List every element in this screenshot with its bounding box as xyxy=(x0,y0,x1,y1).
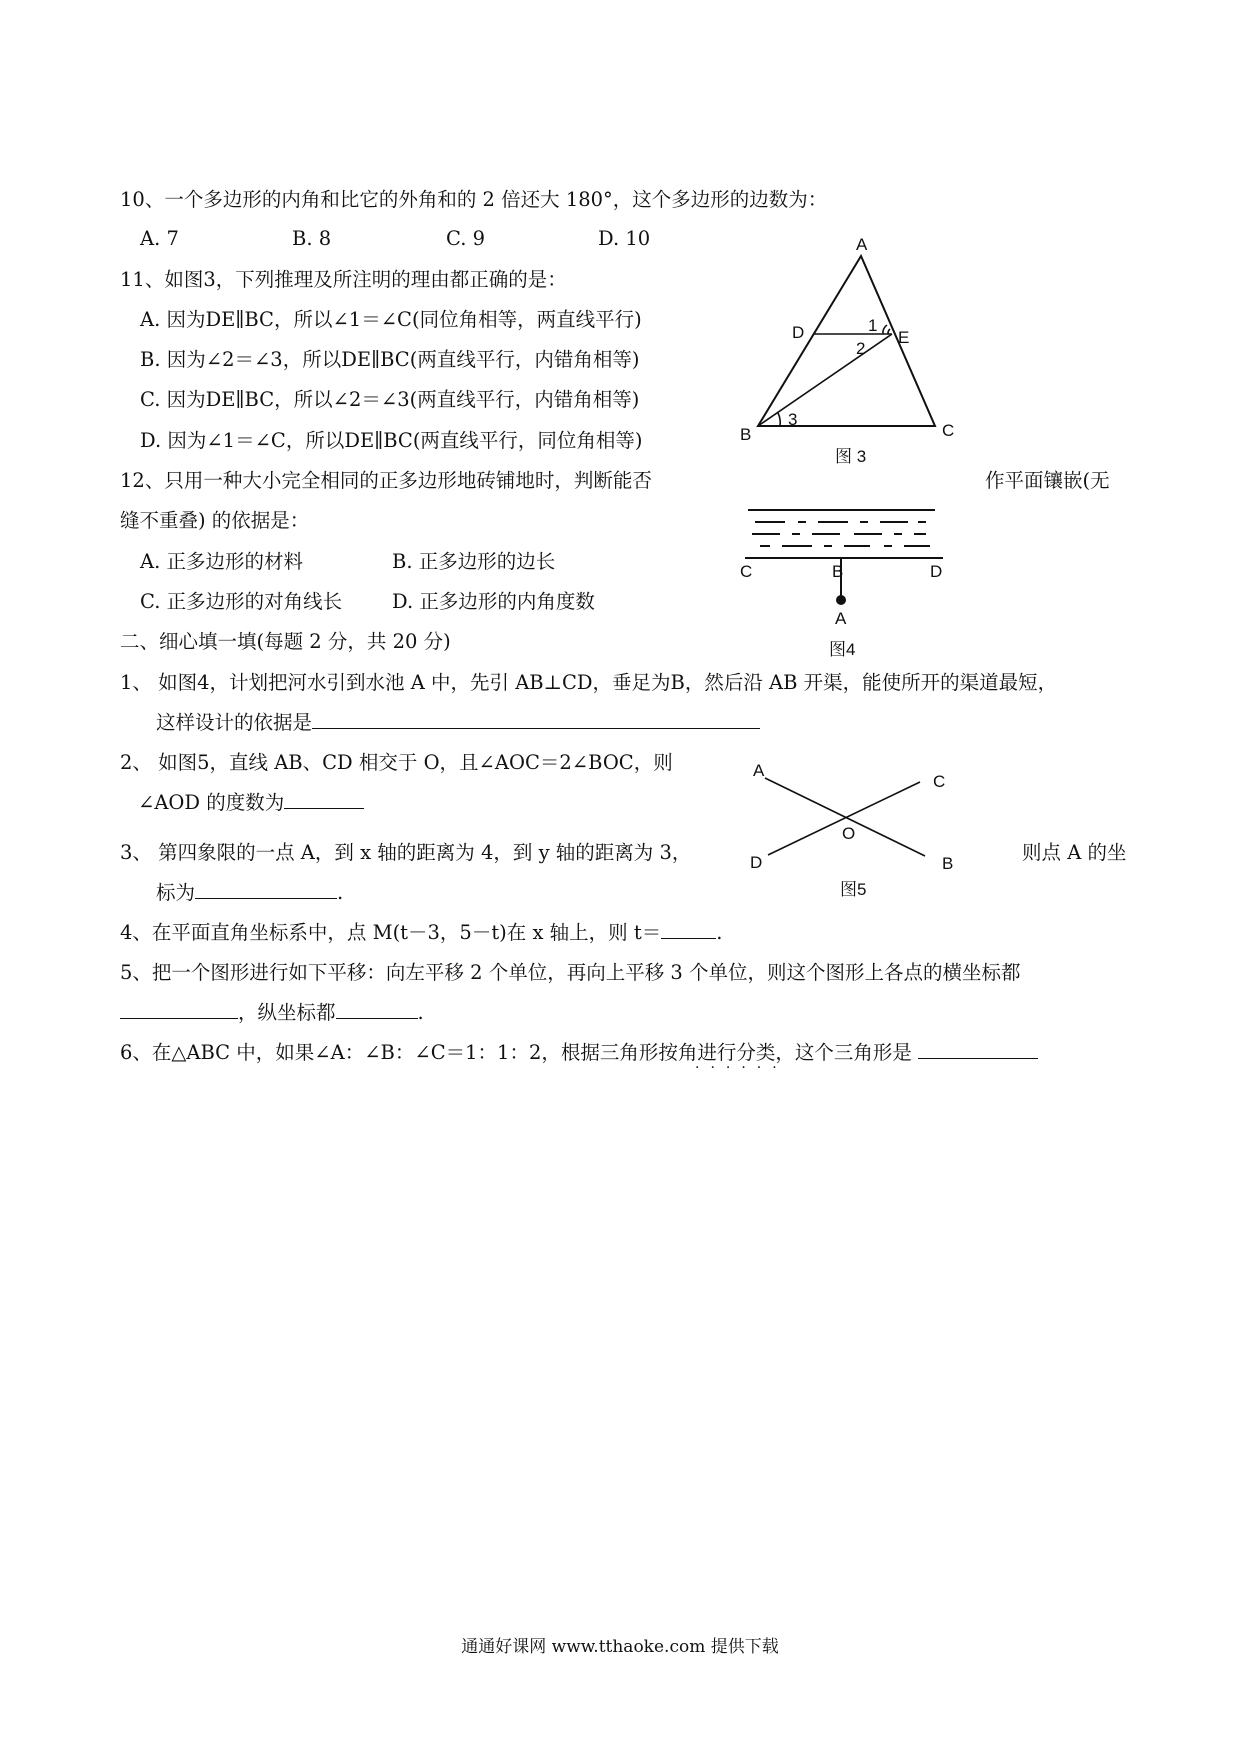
fill-6-line xyxy=(120,1043,1038,1063)
fill-5-line2 xyxy=(120,1003,424,1023)
fig4-caption: 图4 xyxy=(829,640,856,659)
fig3-label-e: E xyxy=(898,328,910,347)
fill-1-line2-text: 这样设计的依据是 xyxy=(156,711,313,734)
fig3-angle-3: 3 xyxy=(788,410,798,429)
fill-5-end: . xyxy=(417,1001,424,1024)
figure-3 xyxy=(730,236,990,466)
fill-3-line1-left: 3、 第四象限的一点 A，到 x 轴的距离为 4，到 y 轴的距离为 3， xyxy=(120,841,692,864)
fig3-label-a: A xyxy=(856,235,868,254)
q12-option-b: B. 正多边形的边长 xyxy=(392,550,556,573)
q12-stem-line2: 缝不重叠) 的依据是： xyxy=(120,509,310,532)
fill-4-answer-blank[interactable] xyxy=(661,937,716,939)
fig5-label-a: A xyxy=(753,761,765,780)
fill-6-text: 6、在△ABC 中，如果∠A：∠B：∠C＝1：1：2，根据三角形按角进行分类，这个三角形是 xyxy=(120,1041,912,1064)
section-2-heading: 二、细心填一填(每题 2 分，共 20 分) xyxy=(120,630,451,653)
fill-2-answer-blank[interactable] xyxy=(284,807,364,809)
fill-6-emphasis-dots: ······ xyxy=(695,1060,788,1076)
q12-option-d: D. 正多边形的内角度数 xyxy=(392,590,595,613)
fill-4-line xyxy=(120,923,722,943)
fill-5-answer-blank-y[interactable] xyxy=(336,1017,418,1019)
q10-option-d: D. 10 xyxy=(598,227,651,250)
fill-3-answer-blank[interactable] xyxy=(195,897,337,899)
q11-option-c: C. 因为DE∥BC，所以∠2＝∠3(两直线平行，内错角相等) xyxy=(140,388,640,411)
q12-option-a: A. 正多边形的材料 xyxy=(140,550,303,573)
q11-option-b: B. 因为∠2＝∠3，所以DE∥BC(两直线平行，内错角相等) xyxy=(140,348,640,371)
q10-option-b: B. 8 xyxy=(292,227,332,250)
fill-3-line2-text: 标为 xyxy=(156,881,196,904)
fig3-angle-2: 2 xyxy=(856,339,866,358)
fill-4-end: . xyxy=(716,921,723,944)
footer-credit: 通通好课网 www.tthaoke.com 提供下载 xyxy=(461,1637,779,1657)
fill-1-line2 xyxy=(156,713,760,733)
q11-stem: 11、如图3，下列推理及所注明的理由都正确的是： xyxy=(120,268,567,291)
fill-1-answer-blank[interactable] xyxy=(312,727,760,729)
fig5-label-b: B xyxy=(942,854,954,873)
q10-option-c: C. 9 xyxy=(446,227,486,250)
fig5-label-o: O xyxy=(842,824,856,843)
fill-6-answer-blank[interactable] xyxy=(918,1057,1038,1059)
fig3-label-c: C xyxy=(942,421,955,440)
fill-5-answer-blank-x[interactable] xyxy=(120,1017,238,1019)
q10-option-a: A. 7 xyxy=(140,227,179,250)
fig4-label-b: B xyxy=(832,562,844,581)
fig3-label-d: D xyxy=(792,323,805,342)
fig5-label-d: D xyxy=(750,853,763,872)
fill-3-line2 xyxy=(156,883,343,903)
q12-stem-right: 作平面镶嵌(无 xyxy=(985,469,1110,492)
q10-stem: 10、一个多边形的内角和比它的外角和的 2 倍还大 180°，这个多边形的边数为： xyxy=(120,188,828,211)
figure-5 xyxy=(740,758,980,898)
q12-stem-left: 12、只用一种大小完全相同的正多边形地砖铺地时，判断能否 xyxy=(120,469,652,492)
figure-4 xyxy=(740,500,970,660)
fig5-label-c: C xyxy=(933,772,946,791)
fig4-label-d: D xyxy=(930,562,943,581)
fig5-caption: 图5 xyxy=(840,880,867,899)
fill-5-line1: 5、把一个图形进行如下平移：向左平移 2 个单位，再向上平移 3 个单位，则这个图形上各点的横坐标都 xyxy=(120,961,1021,984)
fill-3-end: . xyxy=(337,881,344,904)
fill-2-line2 xyxy=(138,793,364,813)
fig4-label-a: A xyxy=(835,609,847,628)
fill-4-text: 4、在平面直角坐标系中，点 M(t－3，5－t)在 x 轴上，则 t＝ xyxy=(120,921,662,944)
fill-5-mid-text: ，纵坐标都 xyxy=(238,1001,336,1024)
fig3-caption: 图 3 xyxy=(835,447,867,466)
fill-3-line1-right: 则点 A 的坐 xyxy=(1022,841,1127,864)
fig3-label-b: B xyxy=(740,425,752,444)
fig4-label-c: C xyxy=(740,562,753,581)
fig3-angle-1: 1 xyxy=(868,316,878,335)
fill-1-line1: 1、 如图4，计划把河水引到水池 A 中，先引 AB⊥CD，垂足为B，然后沿 AB 开渠，能使所开的渠道最短， xyxy=(120,671,1058,694)
fill-2-line2-text: ∠AOD 的度数为 xyxy=(138,791,285,814)
fill-2-line1: 2、 如图5，直线 AB、CD 相交于 O，且∠AOC＝2∠BOC，则 xyxy=(120,751,673,774)
q11-option-d: D. 因为∠1＝∠C，所以DE∥BC(两直线平行，同位角相等) xyxy=(140,429,643,452)
q11-option-a: A. 因为DE∥BC，所以∠1＝∠C(同位角相等，两直线平行) xyxy=(140,308,642,331)
q12-option-c: C. 正多边形的对角线长 xyxy=(140,590,343,613)
